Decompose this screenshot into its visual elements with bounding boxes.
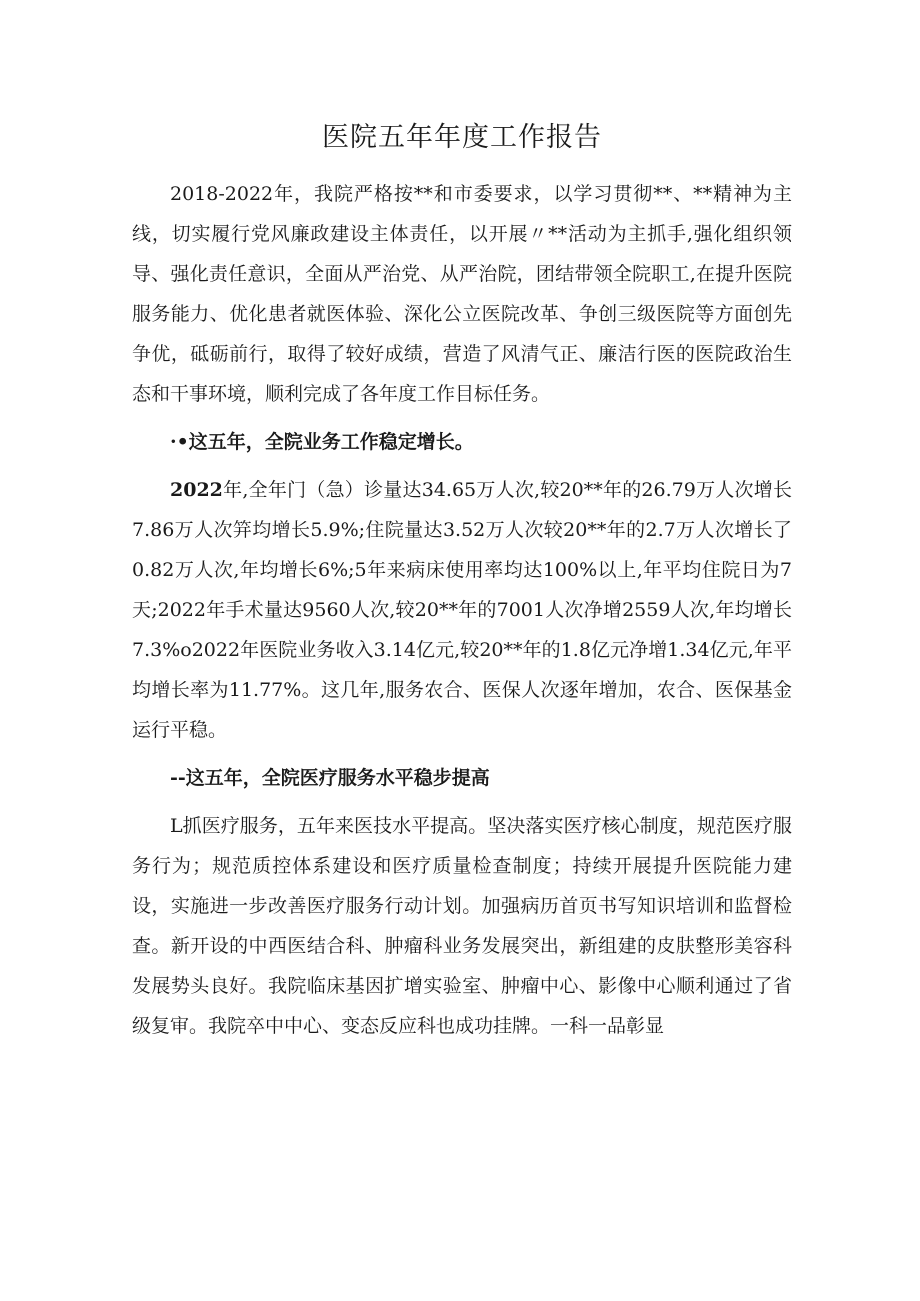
paragraph-intro: 2018-2022年，我院严格按**和市委要求，以学习贯彻**、**精神为主线，切实履行党风廉政建设主体责任，以开展〃**活动为主抓手,强化组织领导、强化责任意识，全面从严治党、从严治院，团结带领全院职工,在提升医院服务能力、优化患者就医体验、深化公立医院改革、争创三级医院等方面创先争优，砥砺前行，取得了较好成绩，营造了风清气正、廉洁行医的医院政治生态和干事环境，顺利完成了各年度工作目标任务。 [132, 183, 792, 405]
document-title: 医院五年年度工作报告 [322, 122, 602, 153]
paragraph-medical-service: L抓医疗服务，五年来医技水平提高。坚决落实医疗核心制度，规范医疗服务行为；规范质控体系建设和医疗质量检查制度；持续开展提升医院能力建设，实施进一步改善医疗服务行动计划。加强病历首页书写知识培训和监督检查。新开设的中西医结合科、肿瘤科业务发展突出，新组建的皮肤整形美容科发展势头良好。我院临床基因扩增实验室、肿瘤中心、影像中心顺利通过了省级复审。我院卒中中心、变态反应科也成功挂牌。一科一品彰显 [132, 815, 792, 1037]
paragraph-business-stats-body: 年,全年门（急）诊量达34.65万人次,较20**年的26.79万人次增长7.86万人次笄均增长5.9%;住院量达3.52万人次较20**年的2.7万人次增长了0.82万人次,年均增长6%;5年来病床使用率均达100%以上,年平均住院日为7天;2022年手术量达9560人次,较20**年的7001人次净增2559人次,年均增长7.3%o2022年医院业务收入3.14亿元,较20**年的1.8亿元净增1.34亿元,年平均增长率为11.77%。这几年,服务农合、医保人次逐年增加，农合、医保基金运行平稳。 [132, 479, 792, 741]
paragraph-business-stats [132, 470, 792, 750]
section-heading-medical-service: --这五年，全院医疗服务水平稳步提高 [170, 767, 490, 789]
section-heading-business-growth: ·•这五年，全院业务工作稳定增长。 [170, 431, 474, 453]
paragraph-business-stats-lead: 2022 [170, 479, 223, 501]
